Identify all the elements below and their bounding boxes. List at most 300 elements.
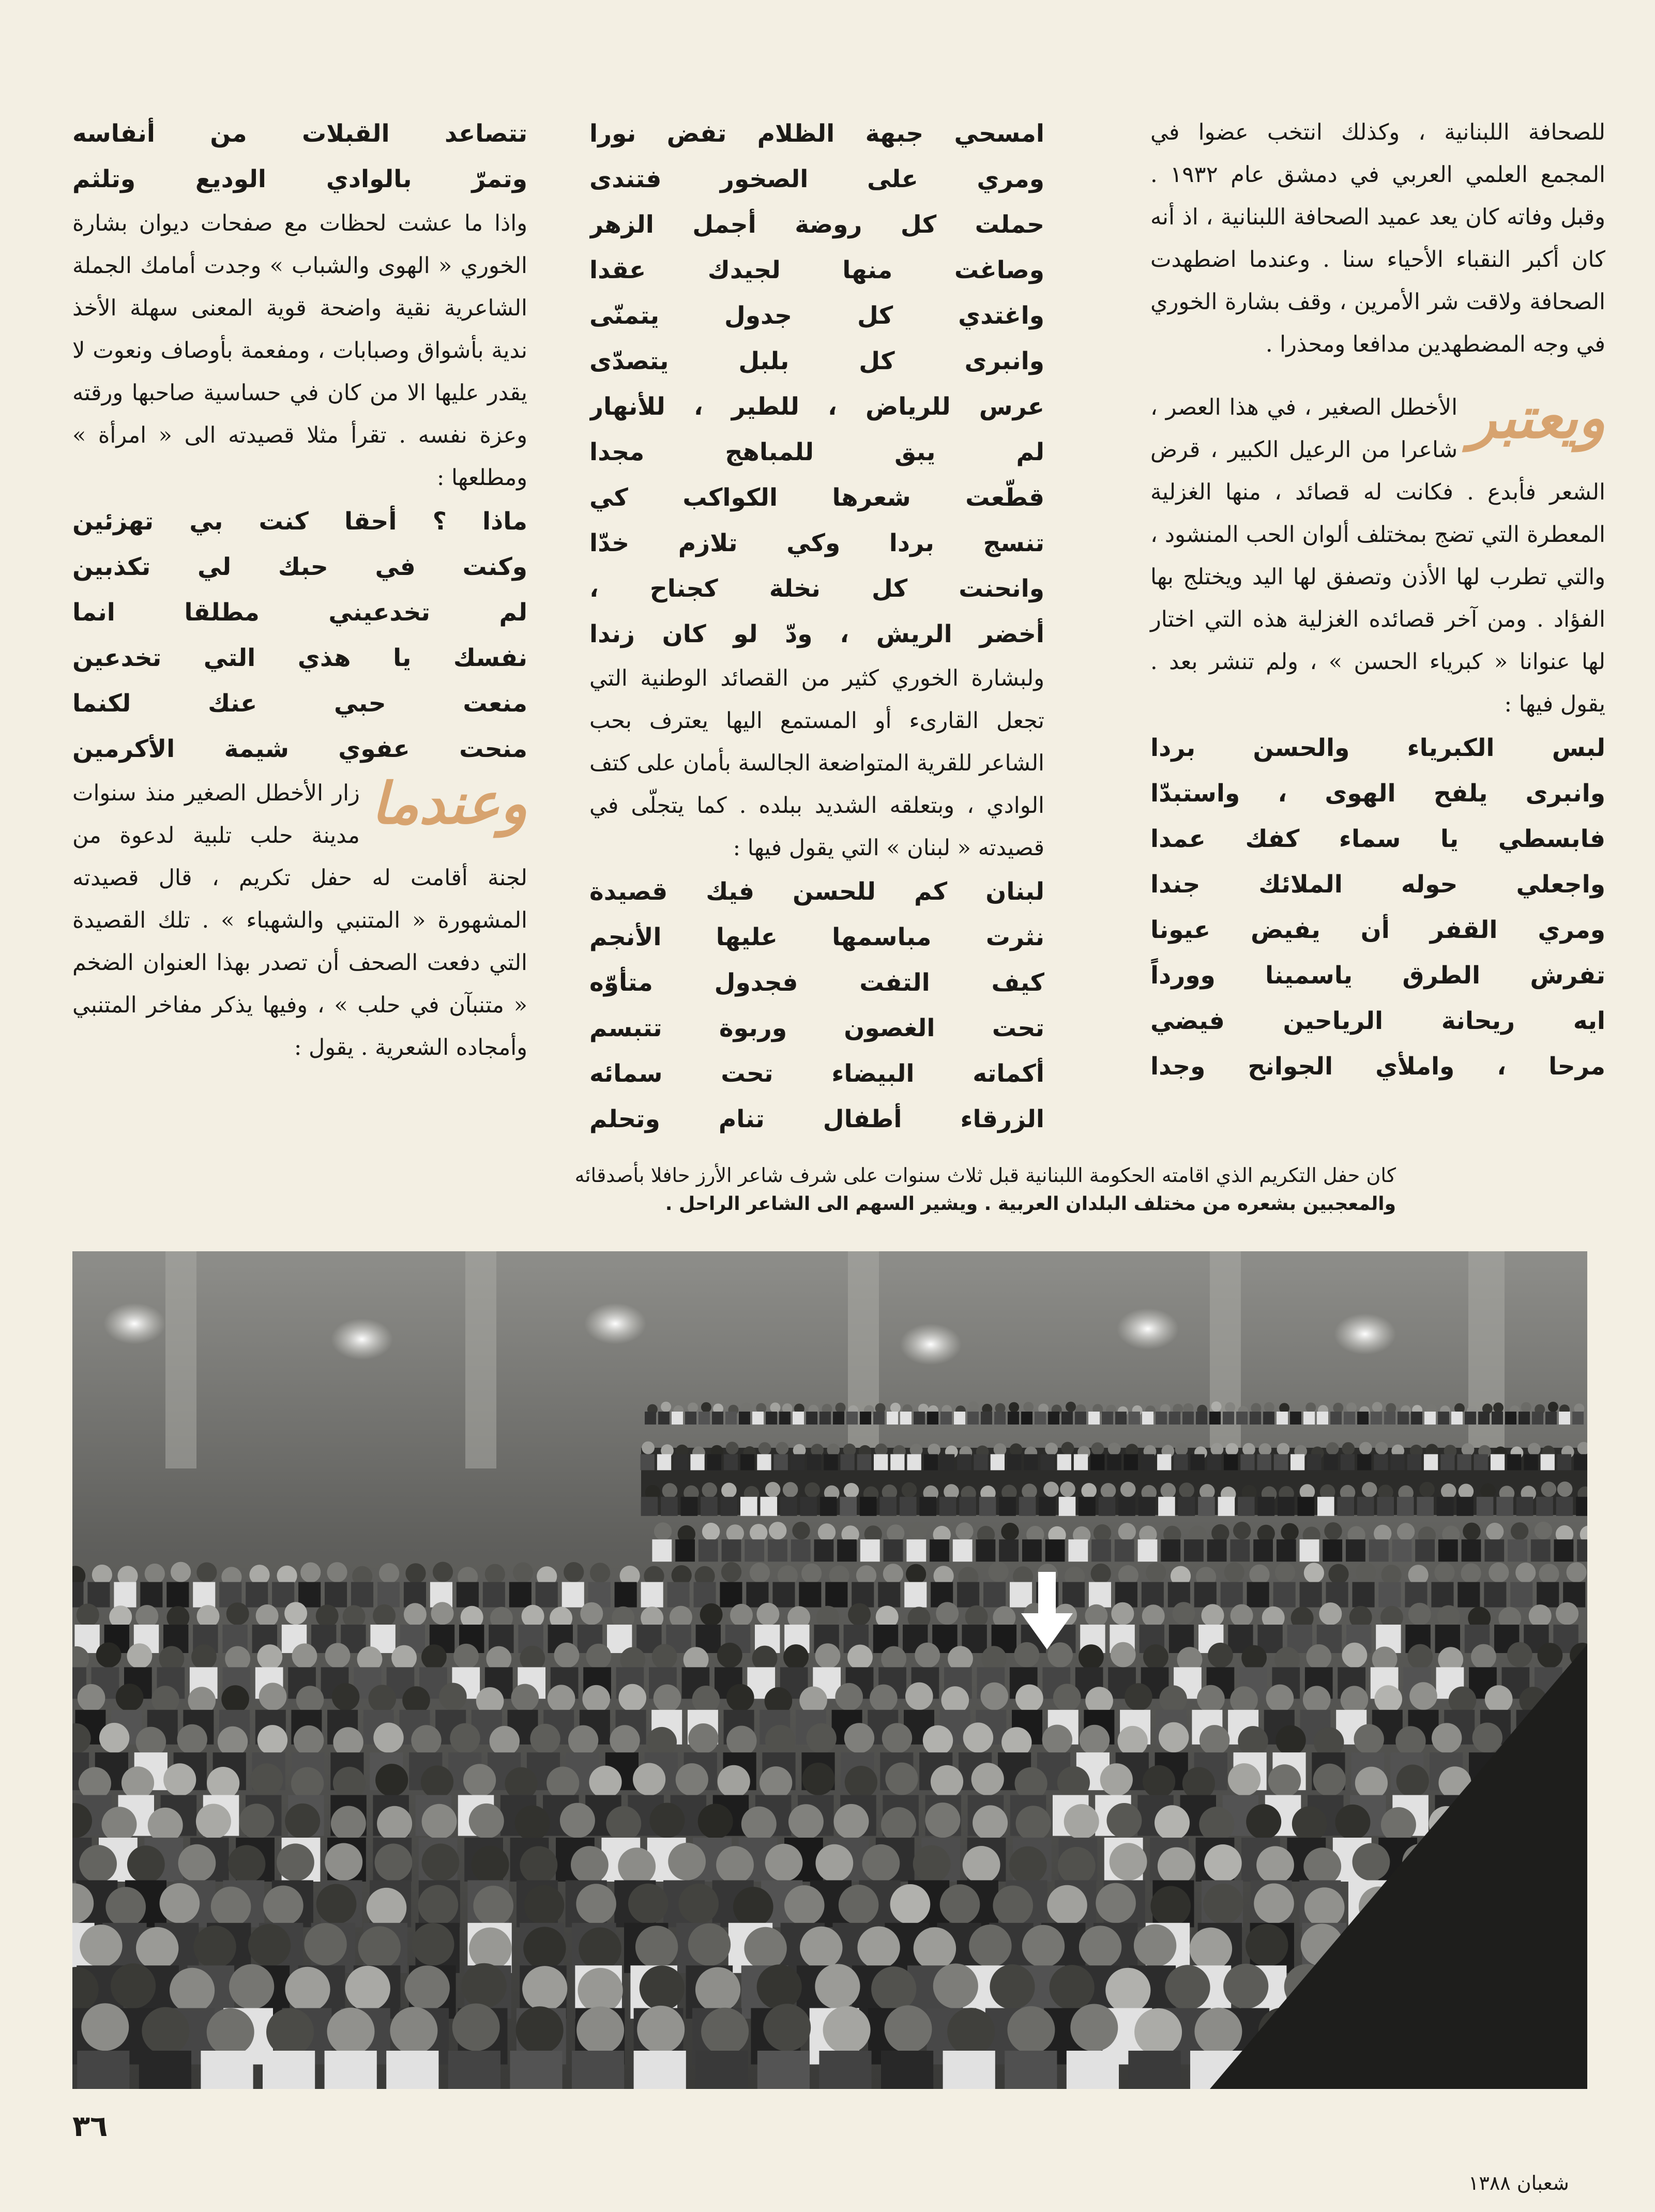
verse-line: ايه ريحانة الرياحين فيضي [1150, 1007, 1605, 1035]
crowd-head [871, 1966, 916, 2011]
crowd-head [914, 1927, 956, 1969]
crowd-head [473, 1886, 513, 1926]
crowd-head [1199, 1807, 1234, 1842]
crowd-body [1451, 1412, 1463, 1425]
crowd-head [1381, 1565, 1402, 1585]
crowd-body [957, 1454, 971, 1470]
crowd-head [1134, 1925, 1176, 1967]
verse-line: ومري القفر أن يفيض عيونا [1150, 916, 1605, 944]
crowd-head [1277, 1443, 1290, 1456]
crowd-head [469, 1804, 504, 1839]
crowd-head [973, 1805, 1008, 1840]
crowd-body [1424, 1412, 1436, 1425]
crowd-head [770, 1402, 780, 1413]
crowd-head [654, 1685, 681, 1713]
crowd-body [1519, 1412, 1530, 1425]
crowd-head [1225, 1402, 1235, 1413]
crowd-head [433, 1562, 453, 1582]
crowd-head [105, 1887, 146, 1927]
crowd-head [989, 1562, 1009, 1582]
crowd-head [1146, 1563, 1166, 1583]
crowd-body [974, 1454, 988, 1470]
crowd-head [1125, 1683, 1152, 1711]
crowd-head [1407, 1644, 1433, 1670]
crowd-body [857, 1454, 871, 1470]
crowd-head [450, 1723, 480, 1753]
crowd-body [139, 2051, 191, 2089]
crowd-head [1101, 1483, 1116, 1498]
crowd-head [640, 1965, 685, 2010]
crowd-head [404, 1603, 427, 1626]
crowd-head [678, 1884, 719, 1924]
crowd-body [699, 1539, 718, 1562]
crowd-head [990, 1964, 1035, 2009]
crowd-head [807, 1723, 837, 1753]
crowd-head [1091, 1564, 1111, 1584]
crowd-head [1159, 1722, 1189, 1752]
crowd-head [257, 1725, 287, 1755]
crowd-body [325, 1582, 347, 1608]
paragraph: واذا ما عشت لحظات مع صفحات ديوان بشارة الخوري « الهوى والشباب » وجدت أمامك الجملة الشاعرية نقية واضحة قوية المعنى سهلة الأخذ ندية بأشواق وصبابات ، ومفعمة بأوصاف ونعوت لا يقدر عليها الا من كان في حساسية صاحبها ورقته وعزة نفسه . تقرأ مثلا قصيدته الى « امرأة » ومطلعها : [72, 210, 527, 491]
crowd-head [369, 1685, 397, 1713]
crowd-head [516, 2006, 564, 2054]
crowd-head [1014, 1642, 1040, 1668]
crowd-body [1142, 1582, 1164, 1608]
crowd-head [1233, 1522, 1251, 1539]
crowd-head [1050, 1965, 1095, 2010]
crowd-body [1510, 1582, 1532, 1608]
crowd-head [698, 1804, 733, 1839]
crowd-head [421, 1766, 453, 1798]
crowd-body [1040, 1454, 1054, 1470]
crowd-body [114, 1582, 136, 1608]
crowd-head [1375, 1442, 1388, 1455]
crowd-body [860, 1412, 871, 1425]
crowd-body [652, 1539, 672, 1562]
crowd-body [833, 1412, 844, 1425]
crowd-body [1169, 1412, 1180, 1425]
crowd-head [733, 1887, 773, 1927]
crowd-body [1247, 1582, 1269, 1608]
crowd-head [1230, 1686, 1258, 1714]
crowd-body [572, 2051, 624, 2089]
crowd-head [586, 1644, 611, 1669]
crowd-head [1118, 1523, 1136, 1540]
crowd-head [971, 1763, 1004, 1795]
crowd-body [1207, 1539, 1227, 1562]
crowd-head [716, 1846, 754, 1884]
crowd-head [610, 1725, 640, 1755]
crowd-head [1324, 1522, 1342, 1540]
crowd-head [1110, 1843, 1147, 1881]
crowd-head [1275, 1563, 1295, 1583]
crowd-body [957, 1582, 979, 1608]
crowd-head [695, 1967, 740, 2012]
crowd-body [1010, 1582, 1032, 1608]
crowd-body [1300, 1582, 1322, 1608]
crowd-head [522, 1966, 567, 2011]
crowd-head [802, 1763, 834, 1795]
crowd-head [576, 1884, 616, 1924]
crowd-body [860, 1497, 877, 1516]
crowd-body [701, 1497, 718, 1516]
crowd-body [881, 2051, 933, 2089]
crowd-head [1001, 1523, 1019, 1540]
caption-line: والمعجبين بشعره من مختلف البلدان العربية . ويشير السهم الى الشاعر الراحل . [665, 1193, 1396, 1215]
crowd-head [741, 1807, 777, 1842]
crowd-body [1532, 1412, 1543, 1425]
text-column-middle [589, 111, 1044, 1145]
crowd-body [377, 1582, 400, 1608]
crowd-head [845, 1766, 877, 1798]
crowd-head [1015, 1767, 1047, 1800]
crowd-head [1190, 1928, 1232, 1970]
crowd-body [1274, 1454, 1288, 1470]
crowd-head [79, 1767, 111, 1800]
crowd-head [294, 1725, 324, 1755]
page-number: ٣٦ [72, 2110, 108, 2143]
poem [72, 499, 527, 772]
crowd-head [331, 1806, 366, 1841]
crowd-head [637, 2006, 685, 2053]
crowd-body [1307, 1454, 1321, 1470]
crowd-head [1528, 1443, 1541, 1456]
crowd-body [298, 1582, 321, 1608]
crowd-head [717, 1643, 742, 1668]
crowd-body [841, 1454, 855, 1470]
crowd-body [661, 1497, 678, 1516]
crowd-head [127, 1845, 165, 1883]
crowd-body [791, 1454, 804, 1470]
crowd-head [490, 1726, 520, 1756]
verse-line: منعت حبي عنك لكنما [72, 689, 527, 718]
crowd-body [819, 1412, 831, 1425]
crowd-head [259, 1683, 287, 1710]
crowd-body [766, 1412, 777, 1425]
crowd-body [1142, 1412, 1153, 1425]
crowd-body [1507, 1454, 1521, 1470]
crowd-body [1545, 1412, 1557, 1425]
crowd-body [1516, 1497, 1533, 1516]
crowd-head [718, 1765, 750, 1798]
crowd-head [1106, 1803, 1142, 1838]
crowd-body [1158, 1497, 1175, 1516]
crowd-head [1161, 1483, 1176, 1498]
crowd-head [1022, 1925, 1065, 1967]
crowd-head [1463, 1523, 1480, 1540]
crowd-head [284, 1602, 307, 1625]
crowd-body [1062, 1582, 1085, 1608]
ceremony-photo [72, 1251, 1587, 2089]
crowd-head [1333, 1403, 1343, 1413]
crowd-head [285, 1967, 330, 2012]
crowd-body [1075, 1412, 1086, 1425]
crowd-head [171, 1562, 191, 1582]
verse-line: واجعلي حوله الملائك جندا [1150, 870, 1605, 899]
crowd-body [953, 1539, 973, 1562]
crowd-head [662, 1483, 678, 1498]
crowd-head [1200, 1725, 1229, 1755]
crowd-head [668, 1843, 706, 1881]
crowd-head [327, 2008, 375, 2055]
verse-line: تحت الغصون وربوة تتبسم [589, 1014, 1044, 1042]
crowd-body [1384, 1412, 1395, 1425]
crowd-head [211, 1887, 251, 1927]
crowd-body [641, 1454, 655, 1470]
crowd-head [452, 2004, 500, 2051]
crowd-body [1290, 1454, 1304, 1470]
crowd-body [1209, 1412, 1221, 1425]
crowd-body [740, 1497, 757, 1516]
crowd-head [1354, 1724, 1384, 1754]
crowd-head [1016, 1806, 1051, 1841]
crowd-head [148, 1808, 183, 1843]
crowd-head [1521, 1402, 1531, 1413]
crowd-body [1250, 1412, 1261, 1425]
crowd-body [1022, 1539, 1042, 1562]
crowd-body [1397, 1497, 1414, 1516]
crowd-head [913, 1845, 951, 1883]
crowd-body [1559, 1412, 1570, 1425]
crowd-head [848, 1603, 871, 1626]
crowd-body [1021, 1412, 1033, 1425]
crowd-body [779, 1412, 791, 1425]
crowd-body [1537, 1582, 1559, 1608]
crowd-head [485, 1564, 505, 1584]
crowd-body [1330, 1412, 1342, 1425]
crowd-body [791, 1539, 811, 1562]
crowd-body [1102, 1412, 1113, 1425]
crowd-body [752, 1412, 764, 1425]
crowd-body [1357, 1412, 1369, 1425]
crowd-body [1556, 1497, 1573, 1516]
paragraph: للصحافة اللبنانية ، وكذلك انتخب عضوا في المجمع العلمي العربي في دمشق عام ١٩٣٢ . وقبل وفاته كان يعد عميد الصحافة اللبنانية ، اذ أنه كان أكبر النقباء الأحياء سنا . وعندما اضطهدت الصحافة ولاقت شر الأمرين ، وقف بشارة الخوري في وجه المضطهدين مدافعا ومحذرا . [1150, 119, 1605, 357]
verse-line: ومري على الصخور فتندى [589, 165, 1044, 193]
crowd-body [1174, 1454, 1188, 1470]
crowd-head [218, 1726, 248, 1756]
crowd-body [981, 1412, 992, 1425]
crowd-body [1536, 1497, 1553, 1516]
verse-line: وكنت في حبك لي تكذبين [72, 553, 527, 581]
crowd-head [1009, 1402, 1019, 1413]
crowd-head [883, 1564, 903, 1584]
crowd-head [750, 1563, 770, 1583]
crowd-head [1134, 2008, 1182, 2056]
crowd-head [931, 1765, 963, 1798]
crowd-head [776, 1442, 788, 1455]
verse-line: تفرش الطرق ياسمينا وورداً [1150, 961, 1605, 990]
crowd-body [930, 1539, 949, 1562]
crowd-head [249, 1565, 269, 1585]
crowd-head [1079, 1644, 1104, 1670]
crowd-body [1115, 1412, 1127, 1425]
crowd-head [92, 1565, 112, 1585]
crowd-body [1378, 1582, 1401, 1608]
verse-line: وانحنت كل نخلة كجناح ، [589, 574, 1044, 603]
crowd-body [878, 1582, 900, 1608]
crowd-head [469, 1928, 511, 1970]
crowd-head [968, 1401, 979, 1412]
crowd-head [373, 1723, 403, 1753]
crowd-body [1161, 1539, 1180, 1562]
verse-line: عرس للرياض ، للطير ، للأنهار [589, 392, 1044, 421]
crowd-head [226, 1602, 249, 1625]
crowd-body [1238, 1497, 1255, 1516]
crowd-body [1438, 1412, 1449, 1425]
crowd-body [1298, 1497, 1315, 1516]
crowd-head [788, 1804, 824, 1839]
crowd-head [955, 1522, 973, 1540]
crowd-head [1047, 1885, 1087, 1926]
crowd-head [1434, 1563, 1454, 1583]
crowd-body [840, 1497, 857, 1516]
crowd-head [783, 1482, 798, 1497]
crowd-body [1059, 1497, 1076, 1516]
crowd-head [221, 1685, 249, 1713]
crowd-head [801, 1563, 822, 1583]
crowd-head [925, 1802, 960, 1838]
crowd-head [1197, 1685, 1225, 1713]
crowd-head [1085, 1604, 1107, 1627]
crowd-body [1067, 2051, 1119, 2089]
crowd-body [1236, 1412, 1248, 1425]
crowd-head [661, 1402, 671, 1412]
crowd-body [1554, 1539, 1574, 1562]
crowd-head [1276, 1725, 1305, 1755]
crowd-head [847, 1645, 873, 1670]
crowd-body [820, 1497, 837, 1516]
crowd-body [1474, 1454, 1488, 1470]
crowd-head [836, 1403, 846, 1413]
crowd-head [375, 1764, 408, 1796]
crowd-body [1541, 1454, 1555, 1470]
crowd-body [641, 1497, 658, 1516]
crowd-head [116, 1684, 144, 1711]
crowd-head [160, 1883, 200, 1923]
crowd-head [744, 1927, 786, 1969]
crowd-head [1249, 1565, 1269, 1585]
crowd-head [316, 1604, 339, 1627]
crowd-head [1461, 1563, 1481, 1583]
crowd-body [1290, 1412, 1301, 1425]
crowd-head [554, 1643, 580, 1668]
crowd-head [1432, 1723, 1462, 1753]
crowd-head [1100, 1763, 1133, 1796]
crowd-head [1060, 1481, 1075, 1497]
crowd-head [1224, 1562, 1244, 1582]
crowd-head [405, 1563, 426, 1583]
crowd-body [1128, 2051, 1180, 2089]
crowd-head [207, 1767, 239, 1799]
crowd-head [1486, 1523, 1504, 1540]
crowd-body [351, 1582, 373, 1608]
poem [589, 869, 1044, 1142]
crowd-head [758, 1442, 771, 1455]
crowd-body [1465, 1412, 1476, 1425]
crowd-body [999, 1539, 1019, 1562]
crowd-head [390, 2007, 437, 2054]
crowd-body [1478, 1412, 1490, 1425]
crowd-body [1138, 1539, 1158, 1562]
crowd-body [562, 1582, 584, 1608]
verse-line: حملت كل روضة أجمل الزهر [589, 210, 1044, 239]
crowd-head [765, 1725, 795, 1755]
crowd-body [725, 1412, 737, 1425]
crowd-head [1306, 1644, 1331, 1670]
crowd-body [907, 1454, 921, 1470]
drop-word: وعندما [371, 770, 527, 837]
crowd-head [325, 1643, 351, 1669]
crowd-head [1120, 1482, 1136, 1497]
verse-line: كيف التفت فجدول متأوّه [589, 968, 1044, 997]
crowd-body [774, 1454, 788, 1470]
crowd-body [1277, 1412, 1288, 1425]
crowd-head [756, 1603, 779, 1626]
crowd-body [674, 1454, 688, 1470]
crowd-body [1484, 1539, 1504, 1562]
crowd-head [1556, 1602, 1578, 1625]
verse-line: لم يبق للمباهج مجدا [589, 438, 1044, 466]
crowd-head [654, 1522, 672, 1540]
crowd-head [422, 1843, 460, 1881]
verse-line: فابسطي يا سماء كفك عمدا [1150, 825, 1605, 853]
paragraph: ويعتبر الأخطل الصغير ، في هذا العصر ، شاعرا من الرعيل الكبير ، قرض الشعر فأبدع . فكانت له قصائد ، منها الغزلية المعطرة التي تضج بمختلف ألوان الحب المنشود ، والتي تطرب لها الأذن وتصفق لها اليد ويختلج بها الفؤاد . ومن آخر قصائده الغزلية هذه التي اختار لها عنوانا « كبرياء الحسن » ، ولم تنشر بعد . يقول فيها : [1150, 384, 1605, 717]
crowd-head [1493, 1402, 1504, 1413]
poem [1150, 725, 1605, 1089]
crowd-head [375, 1844, 413, 1882]
crowd-head [1064, 1804, 1099, 1839]
crowd-body [1263, 1412, 1274, 1425]
crowd-body [1531, 1539, 1551, 1562]
crowd-head [1142, 1604, 1165, 1627]
crowd-head [844, 1483, 859, 1498]
crowd-body [1115, 1539, 1134, 1562]
crowd-head [1009, 1846, 1047, 1884]
crowd-head [325, 1843, 362, 1881]
crowd-head [882, 1723, 912, 1753]
crowd-body [874, 1454, 888, 1470]
crowd-head [823, 2006, 871, 2054]
crowd-head [333, 1767, 366, 1799]
crowd-head [523, 1927, 566, 1969]
crowd-body [1440, 1454, 1454, 1470]
crowd-head [1256, 1846, 1294, 1884]
crowd-body [246, 1582, 268, 1608]
crowd-body [967, 1412, 979, 1425]
crowd-head [343, 1605, 366, 1628]
crowd-head [1045, 1443, 1058, 1456]
issue-date: شعبان ١٣٨٨ [1468, 2172, 1569, 2194]
crowd-head [1225, 1443, 1238, 1456]
crowd-head [1462, 1443, 1475, 1456]
crowd-body [722, 1539, 741, 1562]
crowd-body [1398, 1412, 1409, 1425]
crowd-head [815, 1643, 841, 1669]
crowd-body [193, 1582, 215, 1608]
crowd-head [963, 1722, 993, 1752]
crowd-body [695, 2051, 748, 2089]
crowd-head [1480, 1483, 1496, 1499]
crowd-head [1194, 2008, 1242, 2055]
crowd-head [1396, 1765, 1429, 1797]
crowd-head [578, 1968, 623, 2013]
crowd-body [939, 1497, 956, 1516]
crowd-body [1024, 1454, 1038, 1470]
poem [589, 111, 1044, 657]
crowd-head [462, 1963, 507, 2008]
crowd-head [726, 1442, 739, 1455]
verse-line: أخضر الريش ، ودّ لو كان زندا [589, 620, 1044, 648]
